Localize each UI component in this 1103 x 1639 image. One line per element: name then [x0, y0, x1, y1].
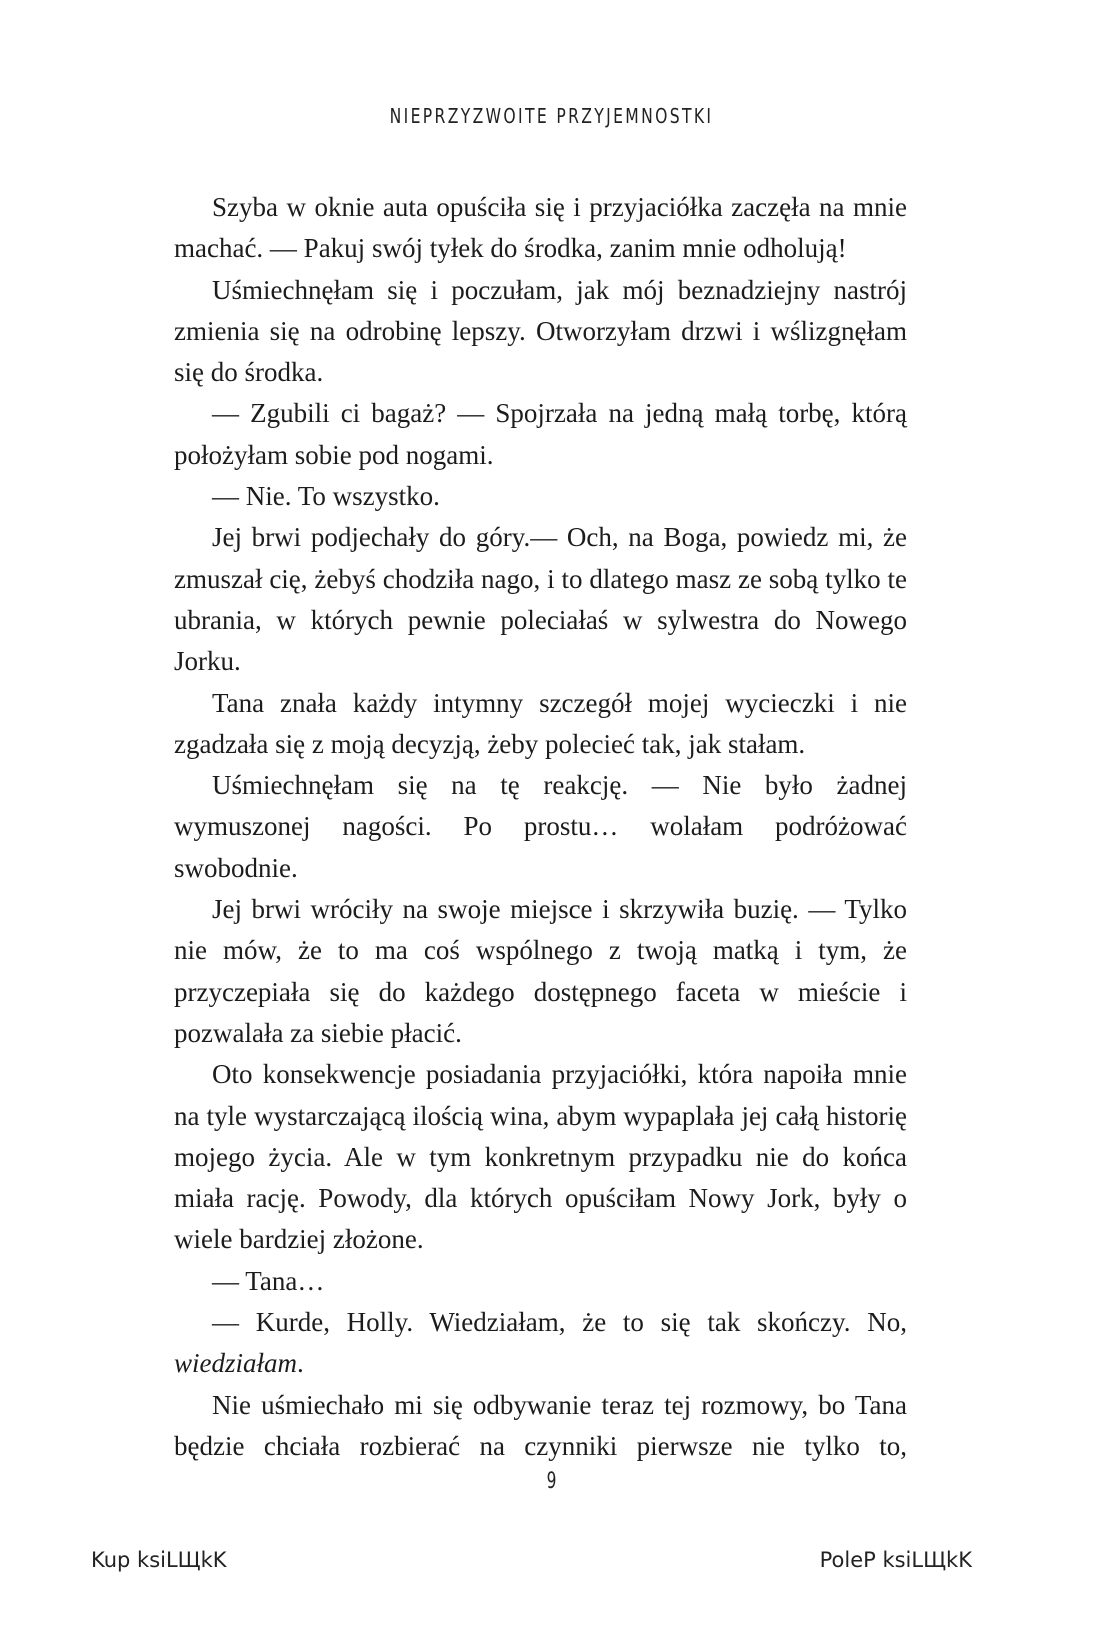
paragraph: Nie uśmiechało mi się odbywanie teraz tej rozmowy, bo Tana będzie chciała rozbierać na czynniki pierwsze nie tylko to, — [174, 1389, 907, 1461]
paragraph: — Tana… — [212, 1265, 325, 1296]
paragraph: — Zgubili ci bagaż? — Spojrzała na jedną małą torbę, którą położyłam sobie pod nogami. — [174, 398, 907, 470]
italic-text: wiedziałam — [174, 1348, 298, 1379]
paragraph: Szyba w oknie auta opuściła się i przyjaciółka zaczęła na mnie machać. — Pakuj swój tyłek do środka, zanim mnie odholują! — [174, 192, 907, 264]
page-number: 9 — [546, 1469, 557, 1494]
paragraph: Jej brwi wróciły na swoje miejsce i skrzywiła buzię. — Tylko nie mów, że to ma coś wspólnego z twoją matką i tym, że przyczepiała się do każdego dostępnego faceta w mieście i pozwalała za siebie płacić. — [174, 894, 907, 1048]
paragraph-text: — Kurde, Holly. Wiedziałam, że to się tak skończy. No, — [212, 1307, 907, 1338]
paragraph: Uśmiechnęłam się i poczułam, jak mój beznadziejny nastrój zmienia się na odrobinę lepszy. Otworzyłam drzwi i wślizgnęłam się do środka. — [174, 274, 907, 388]
buy-book-link[interactable]: Kup ksiLЩkK — [91, 1548, 227, 1572]
paragraph-text: . — [297, 1348, 304, 1379]
body-text — [174, 187, 907, 1467]
paragraph: Jej brwi podjechały do góry.— Och, na Boga, powiedz mi, że zmuszał cię, żebyś chodziła nago, i to dlatego masz ze sobą tylko te ubrania, w których pewnie poleciałaś w sylwestra do Nowego Jorku. — [174, 522, 907, 677]
paragraph: — Nie. To wszystko. — [212, 481, 440, 512]
paragraph: Oto konsekwencje posiadania przyjaciółki, która napoiła mnie na tyle wystarczającą ilością wina, abym wypaplała jej całą historię mojego życia. Ale w tym konkretnym przypadku nie do końca miała rację. Powody, dla których opuściłam Nowy Jork, były o wiele bardziej złożone. — [174, 1059, 907, 1255]
paragraph — [174, 1302, 907, 1385]
paragraph: Tana znała każdy intymny szczegół mojej wycieczki i nie zgadzała się z moją decyzją, żeby polecieć tak, jak stałam. — [174, 687, 907, 759]
recommend-book-link[interactable]: PoleP ksiLЩkK — [819, 1548, 972, 1572]
running-head: NIEPRZYZWOITE PRZYJEMNOSTKI — [389, 104, 714, 128]
paragraph: Uśmiechnęłam się na tę reakcję. — Nie było żadnej wymuszonej nagości. Po prostu… wolałam podróżować swobodnie. — [174, 770, 907, 883]
